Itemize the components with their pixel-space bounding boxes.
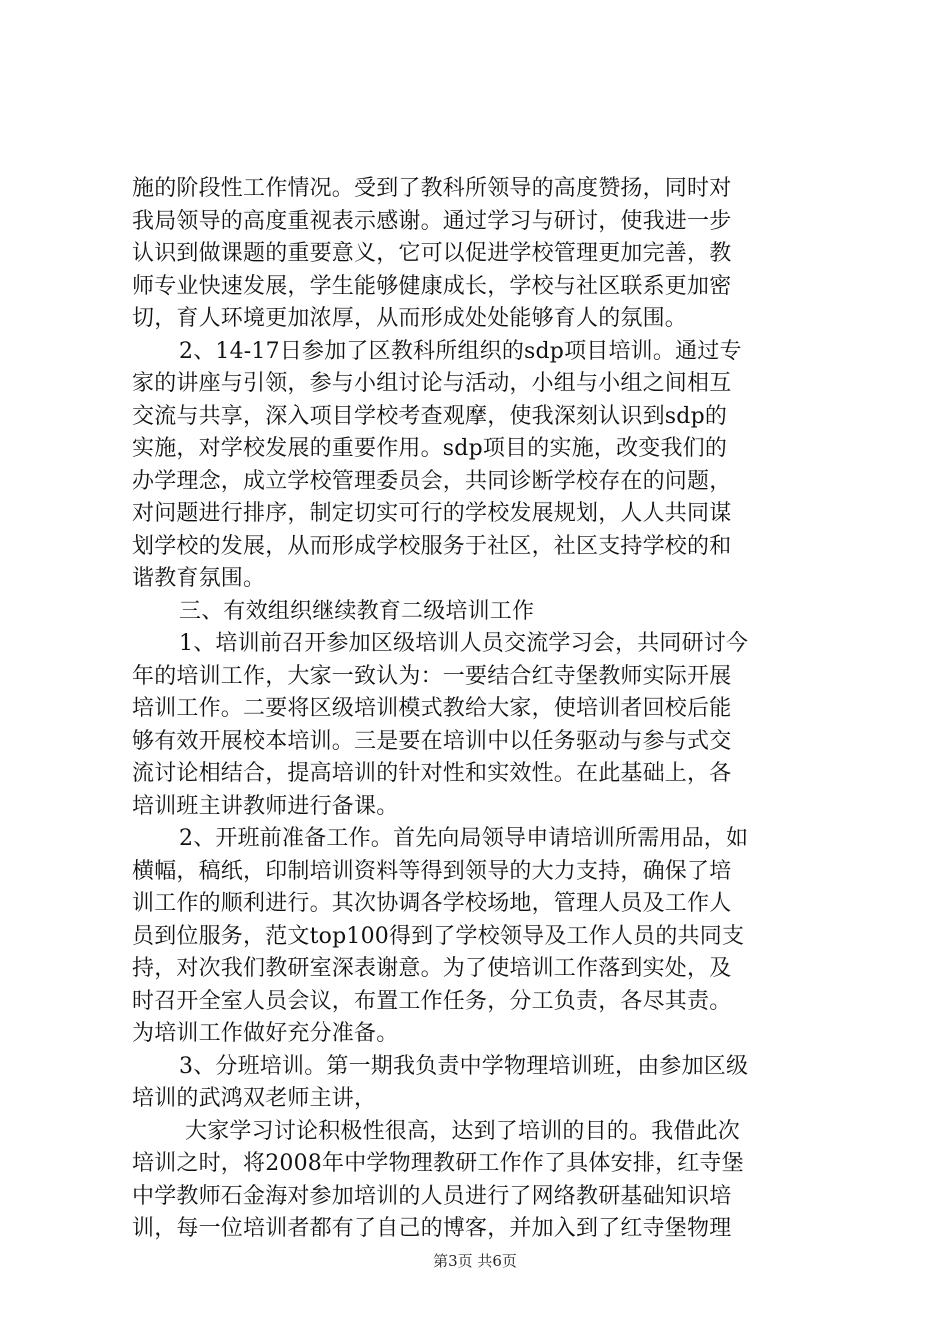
text-line: 培训的武鸿双老师主讲， bbox=[132, 1086, 377, 1111]
text-line: 2、14-17日参加了区教科所组织的sdp项目培训。通过专 bbox=[179, 339, 742, 364]
text-line: 训，每一位培训者都有了自己的博客，并加入到了红寺堡物理 bbox=[132, 1216, 732, 1241]
text-line: 3、分班培训。第一期我负责中学物理培训班，由参加区级 bbox=[179, 1054, 749, 1079]
text-line: 持，对次我们教研室深表谢意。为了使培训工作落到实处，及 bbox=[132, 956, 732, 981]
text-line: 切，育人环境更加浓厚，从而形成处处能够育人的氛围。 bbox=[132, 306, 688, 331]
text-line: 1、培训前召开参加区级培训人员交流学习会，共同研讨今 bbox=[179, 631, 749, 656]
text-line: 培训之时，将2008年中学物理教研工作作了具体安排，红寺堡 bbox=[132, 1151, 744, 1176]
text-line: 流讨论相结合，提高培训的针对性和实效性。在此基础上，各 bbox=[132, 761, 732, 786]
text-line: 年的培训工作，大家一致认为：一要结合红寺堡教师实际开展 bbox=[132, 664, 732, 689]
text-line: 谐教育氛围。 bbox=[132, 566, 266, 591]
text-line: 我局领导的高度重视表示感谢。通过学习与研讨，使我进一步 bbox=[132, 209, 732, 234]
text-line: 家的讲座与引领，参与小组讨论与活动，小组与小组之间相互 bbox=[132, 371, 732, 396]
text-line: 够有效开展校本培训。三是要在培训中以任务驱动与参与式交 bbox=[132, 729, 732, 754]
section-heading: 三、有效组织继续教育二级培训工作 bbox=[179, 599, 535, 624]
text-line: 认识到做课题的重要意义，它可以促进学校管理更加完善，教 bbox=[132, 241, 732, 266]
text-line: 培训工作。二要将区级培训模式教给大家，使培训者回校后能 bbox=[132, 696, 732, 721]
text-line: 实施，对学校发展的重要作用。sdp项目的实施，改变我们的 bbox=[132, 436, 728, 461]
text-line: 师专业快速发展，学生能够健康成长，学校与社区联系更加密 bbox=[132, 274, 732, 299]
text-line: 中学教师石金海对参加培训的人员进行了网络教研基础知识培 bbox=[132, 1184, 732, 1209]
text-line: 为培训工作做好充分准备。 bbox=[132, 1021, 399, 1046]
text-line: 员到位服务，范文top100得到了学校领导及工作人员的共同支 bbox=[132, 924, 745, 949]
text-line: 对问题进行排序，制定切实可行的学校发展规划，人人共同谋 bbox=[132, 501, 732, 526]
text-line: 时召开全室人员会议，布置工作任务，分工负责，各尽其责。 bbox=[132, 989, 732, 1014]
text-line: 训工作的顺利进行。其次协调各学校场地，管理人员及工作人 bbox=[132, 891, 732, 916]
text-line: 2、开班前准备工作。首先向局领导申请培训所需用品，如 bbox=[179, 826, 749, 851]
text-line: 施的阶段性工作情况。受到了教科所领导的高度赞扬，同时对 bbox=[132, 176, 732, 201]
text-line: 交流与共享，深入项目学校考查观摩，使我深刻认识到sdp的 bbox=[132, 404, 728, 429]
text-line: 培训班主讲教师进行备课。 bbox=[132, 794, 399, 819]
text-line: 划学校的发展，从而形成学校服务于社区，社区支持学校的和 bbox=[132, 534, 732, 559]
text-line: 办学理念，成立学校管理委员会，共同诊断学校存在的问题， bbox=[132, 469, 732, 494]
page-footer: 第3页 共6页 bbox=[433, 1252, 517, 1270]
text-line: 大家学习讨论积极性很高，达到了培训的目的。我借此次 bbox=[185, 1119, 741, 1144]
text-line: 横幅，稿纸，印制培训资料等得到领导的大力支持，确保了培 bbox=[132, 859, 732, 884]
